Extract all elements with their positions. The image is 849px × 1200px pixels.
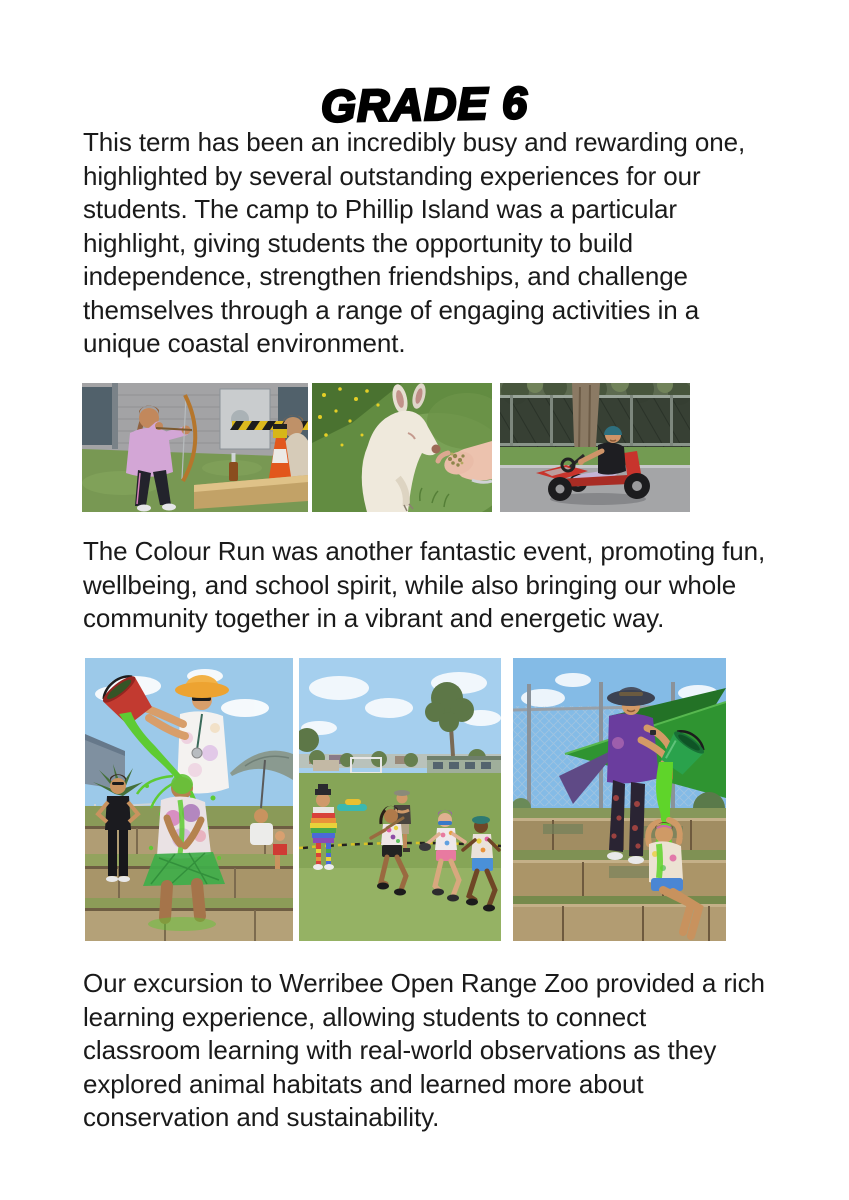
photo-wallaby xyxy=(312,383,492,512)
shoe-in-hand xyxy=(419,843,431,851)
page-title: GRADE 6 xyxy=(320,77,529,132)
paragraph-camp xyxy=(83,126,745,361)
text-line: themselves through a range of engaging activities in a xyxy=(83,294,700,325)
text-line: Our excursion to Werribee Open Range Zoo provided a rich xyxy=(83,968,765,998)
text-line: learning experience, allowing students to connect xyxy=(83,1001,647,1032)
photo-gokart xyxy=(500,383,690,512)
photo-row-colour-run xyxy=(85,658,726,941)
photo-row-camp xyxy=(82,383,690,512)
text-line: The Colour Run was another fantastic event, promoting fun, xyxy=(83,536,766,566)
text-line: highlight, giving students the opportunity to build xyxy=(83,227,633,258)
text-line: classroom learning with real-world observations as they xyxy=(83,1035,717,1065)
text-line: community together in a vibrant and energetic way. xyxy=(83,603,665,633)
photo-red-bucket-slime xyxy=(85,658,293,941)
text-line: unique coastal environment. xyxy=(83,328,406,358)
text-line: wellbeing, and school spirit, while also bringing our whole xyxy=(83,569,737,600)
window xyxy=(82,387,116,445)
green-net-skirt xyxy=(143,852,225,886)
orange-hat xyxy=(175,682,229,698)
text-line: explored animal habitats and learned more about xyxy=(83,1068,644,1099)
text-line: conservation and sustainability. xyxy=(83,1102,440,1132)
paragraph-zoo xyxy=(83,967,765,1135)
photo-colour-run-field xyxy=(299,658,501,941)
paragraph-colour-run xyxy=(83,535,765,636)
text-line: independence, strengthen friendships, and challenge xyxy=(83,261,688,291)
text-line: highlighted by several outstanding experiences for our xyxy=(83,160,701,191)
text-line: This term has been an incredibly busy and rewarding one, xyxy=(83,127,746,157)
photo-archery xyxy=(82,383,308,512)
photo-green-bucket-slime xyxy=(513,658,726,941)
text-line: students. The camp to Phillip Island was a particular xyxy=(83,194,677,224)
